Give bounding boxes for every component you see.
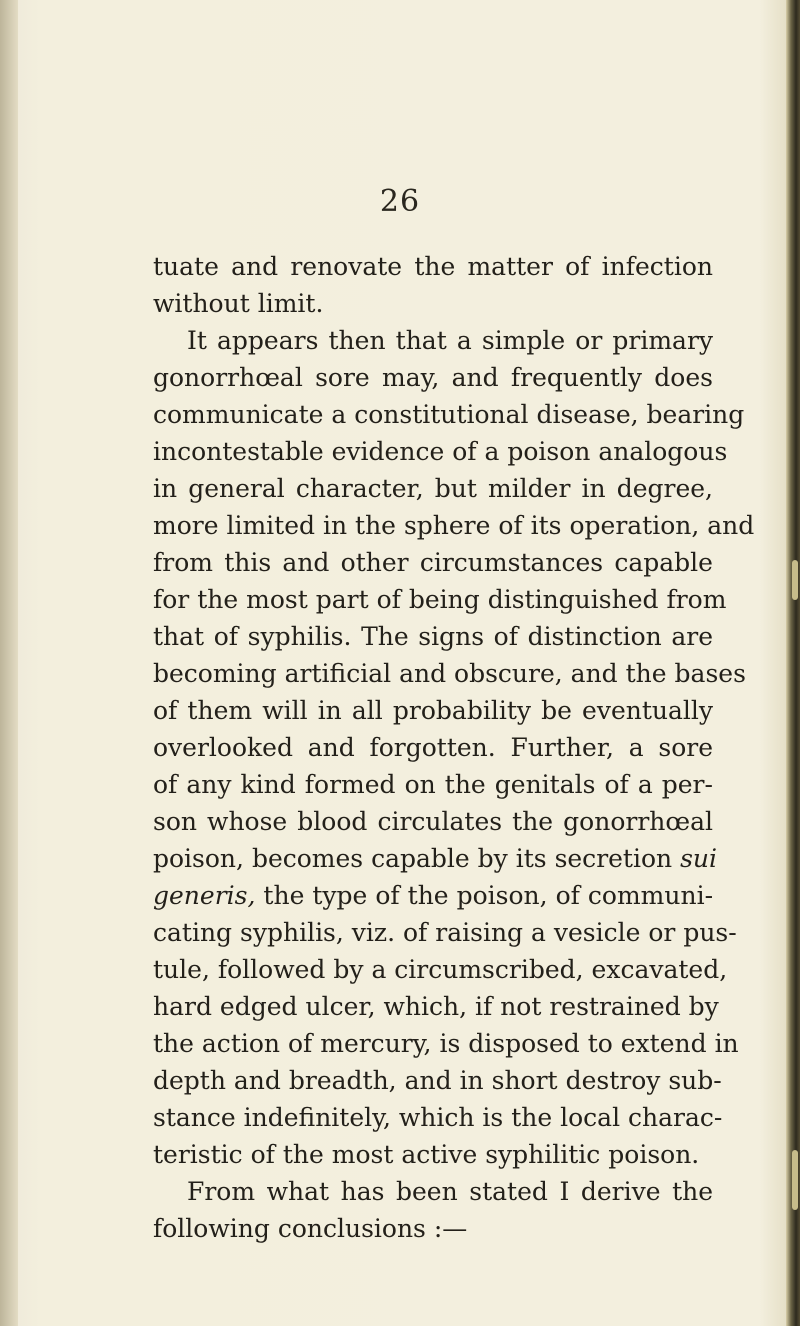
text-line: of them will in all probability be eventually xyxy=(153,696,714,725)
text-line: becoming artificial and obscure, and the bases xyxy=(153,659,746,688)
text-line: tule, followed by a circumscribed, excavated, xyxy=(153,955,728,984)
text-line: incontestable evidence of a poison analogous xyxy=(153,437,728,466)
text-line: gonorrhœal sore may, and frequently does xyxy=(153,363,713,392)
text-line: It appears then that a simple or primary xyxy=(187,326,714,355)
text-line: in general character, but milder in degree, xyxy=(153,474,713,503)
text-line: generis, the type of the poison, of communi- xyxy=(153,881,714,910)
text-line: from this and other circumstances capable xyxy=(153,548,713,577)
text-line: poison, becomes capable by its secretion sui xyxy=(153,844,718,873)
text-line: more limited in the sphere of its operation, and xyxy=(153,511,755,540)
text-line: From what has been stated I derive the xyxy=(187,1177,714,1206)
page-number: 26 xyxy=(379,184,421,219)
body-text xyxy=(153,248,755,1247)
edge-glint xyxy=(792,560,798,600)
text-line: teristic of the most active syphilitic poison. xyxy=(153,1140,700,1169)
text-line: for the most part of being distinguished from xyxy=(153,585,727,614)
text-line: without limit. xyxy=(153,289,324,318)
text-line: of any kind formed on the genitals of a per- xyxy=(153,770,713,799)
text-line: overlooked and forgotten. Further, a sore xyxy=(153,733,714,762)
text-line: hard edged ulcer, which, if not restrained by xyxy=(153,992,719,1021)
text-line: son whose blood circulates the gonorrhœal xyxy=(153,807,714,836)
text-line: cating syphilis, viz. of raising a vesicle or pus- xyxy=(153,918,737,947)
text-line: the action of mercury, is disposed to extend in xyxy=(153,1029,739,1058)
text-line: depth and breadth, and in short destroy sub- xyxy=(153,1066,722,1095)
text-line: that of syphilis. The signs of distinction are xyxy=(153,622,713,651)
text-line: stance indefinitely, which is the local charac- xyxy=(153,1103,723,1132)
edge-glint xyxy=(792,1150,798,1210)
text-line: tuate and renovate the matter of infection xyxy=(153,252,713,281)
text-line: communicate a constitutional disease, bearing xyxy=(153,400,745,429)
text-line: following conclusions :— xyxy=(153,1214,468,1243)
